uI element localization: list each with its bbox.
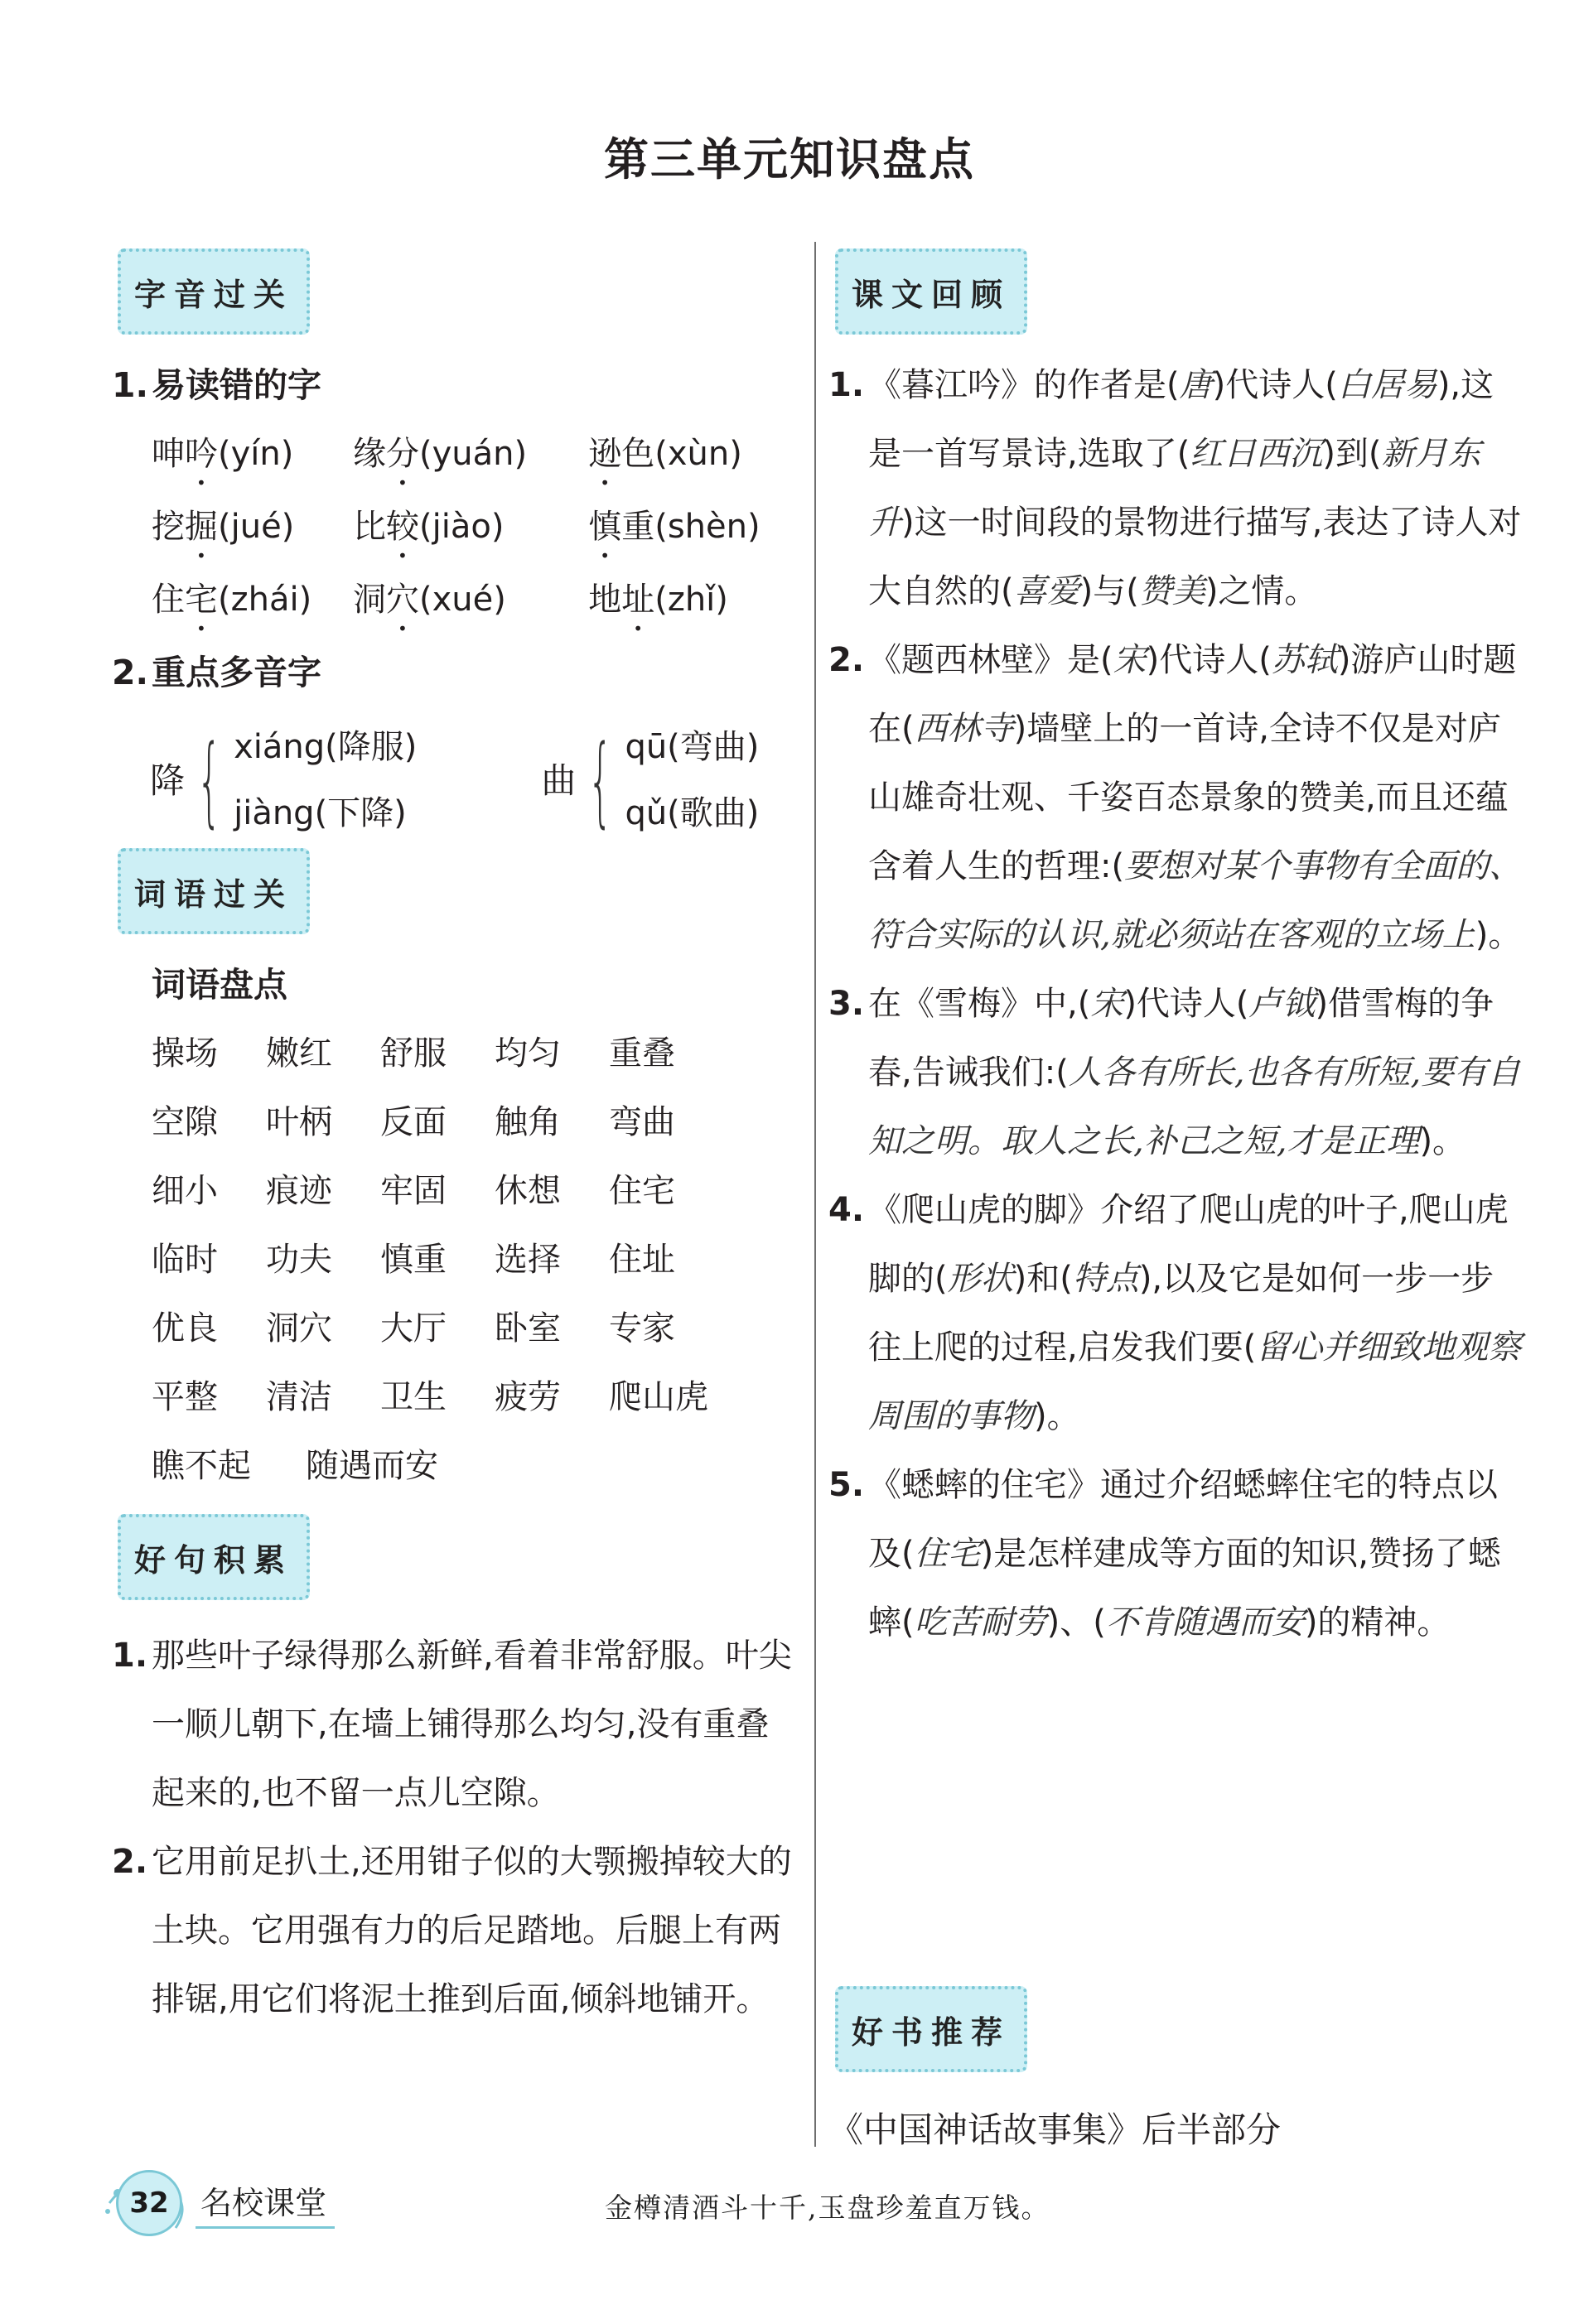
pinyin-entry [588,566,799,639]
series-name: 名校课堂 [196,2177,335,2229]
pinyin: (yuán) [419,435,528,473]
pinyin: (yín) [218,435,294,473]
handwritten-answer: 唐 [1179,366,1213,404]
pinyin-rows [112,420,799,639]
review-item [828,1451,1524,1657]
word: 反面 [380,1103,447,1141]
question-text: 在《雪梅》中,( [868,985,1091,1023]
question-text: )和( [1013,1260,1073,1298]
section-tag-vocabulary [118,848,310,934]
pinyin-entry [152,420,353,493]
word: 舒服 [380,1034,447,1073]
review-item [828,970,1524,1176]
word: 住址 [609,1241,675,1279]
item-heading: 重点多音字 [152,653,321,692]
brace-icon: { [587,723,613,837]
pinyin: (jué) [218,508,295,546]
handwritten-answer: 红日西沉 [1190,435,1323,473]
word: 瞧不起 [152,1447,251,1485]
question-text: )墙壁上的一首诗,全诗不仅是对庐山雄奇壮观、千姿百态景象的赞美,而且还蕴含着人生的哲理:( [868,710,1509,885]
item-number: 2. [112,653,149,692]
question-text: 《题西林壁》是( [868,641,1113,679]
pinyin: 重(shèn) [621,508,761,546]
pinyin-row [112,420,799,493]
question-text: ),这是一首写景诗,选取了( [868,366,1494,473]
item-number: 1. [828,366,865,404]
handwritten-answer: 新月东升 [868,435,1481,542]
word: 疲劳 [495,1378,561,1416]
section-tag-review [835,248,1027,335]
question-text: )、( [1046,1603,1106,1642]
question-text: )这一时间段的景物进行描写,表达了诗人对大自然的( [868,504,1522,610]
pinyin-row [112,493,799,566]
page-title: 第三单元知识盘点 [604,133,975,186]
polyphone-char: 降 [150,759,186,801]
question-text: 《爬山虎的脚》介绍了爬山虎的叶子,爬山虎脚的( [868,1191,1509,1298]
item-heading: 易读错的字 [152,365,321,405]
handwritten-answer: 西林寺 [914,710,1014,748]
char: 缘 [353,435,387,473]
emphasized-char: 较 [386,508,420,546]
question-text: )到( [1322,435,1382,473]
polyphone-char: 曲 [541,759,577,801]
polyphone-readings [234,714,417,846]
handwritten-answer: 住宅 [914,1535,981,1573]
handwritten-answer: 留心并细致地观察周围的事物 [868,1328,1522,1435]
vocabulary-block [112,951,799,1501]
word: 均匀 [495,1034,561,1073]
word: 卫生 [380,1378,447,1416]
word-row [152,1295,799,1363]
section-tag-label: 好句积累 [133,1540,293,1579]
pinyin-entry [588,420,799,493]
pinyin: 色(xùn) [621,435,742,473]
item-number: 5. [828,1466,865,1504]
section-tag-label: 词语过关 [133,875,293,913]
review-text [868,1176,1524,1451]
word: 清洁 [266,1378,332,1416]
word-row [152,1157,799,1226]
handwritten-answer: 吃苦耐劳 [914,1603,1047,1642]
word: 随遇而安 [306,1447,438,1485]
question-text: )之情。 [1205,572,1318,610]
review-text [868,1451,1524,1657]
pronunciation-heading-2 [112,639,799,707]
word: 操场 [152,1034,218,1073]
emphasized-char: 分 [386,435,420,473]
pinyin: (xué) [419,581,506,619]
review-item [828,626,1524,970]
question-text: )是怎样建成等方面的知识,赞扬了蟋蟀( [868,1535,1501,1642]
item-number: 1. [112,365,149,405]
item-number: 4. [828,1191,865,1229]
pinyin-entry [152,566,353,639]
word: 大厅 [380,1309,447,1348]
section-tag-sentences [118,1514,310,1600]
word-grid [112,1020,799,1501]
sentence-item [112,1622,799,1828]
char: 呻 [152,435,185,473]
question-text: )。 [1475,916,1522,954]
section-tag-books [835,1986,1027,2072]
word: 叶柄 [266,1103,332,1141]
pinyin-entry [353,420,588,493]
emphasized-char: 穴 [386,581,420,619]
word-row [152,1020,799,1088]
review-text [868,626,1524,970]
item-number: 3. [828,985,865,1023]
pinyin-entry [353,566,588,639]
emphasized-char: 宅 [185,581,218,619]
handwritten-answer: 要想对某个事物有全面的、符合实际的认识,就必须站在客观的立场上 [868,847,1523,954]
pronunciation-heading-1 [112,351,799,420]
word: 选择 [495,1241,561,1279]
handwritten-answer: 宋 [1090,985,1124,1023]
question-text: )代诗人( [1212,366,1338,404]
polyphone-readings [625,714,759,846]
section-tag-pronunciation [118,248,310,335]
word: 触角 [495,1103,561,1141]
review-block [828,351,1524,1657]
pinyin-entry [353,493,588,566]
handwritten-answer: 不肯随遇而安 [1105,1603,1305,1642]
pinyin: (zhǐ) [654,581,728,619]
word: 弯曲 [609,1103,675,1141]
book-recommendation: 《中国神话故事集》后半部分 [828,2109,1282,2150]
emphasized-char: 逊 [588,435,622,473]
question-text: )。 [1419,1122,1466,1160]
word: 痕迹 [266,1172,332,1210]
review-item [828,351,1524,626]
handwritten-answer: 人各有所长,也各有所短,要有自知之明。取人之长,补己之短,才是正理 [868,1054,1521,1160]
handwritten-answer: 苏轼 [1271,641,1338,679]
reading: xiáng(降服) [234,728,418,766]
item-number: 1. [112,1637,148,1675]
emphasized-char: 慎 [588,508,622,546]
word: 平整 [152,1378,218,1416]
sentences-block [112,1622,799,2034]
question-text: )与( [1079,572,1139,610]
handwritten-answer: 卢钺 [1248,985,1316,1023]
word: 重叠 [609,1034,675,1073]
char: 住 [152,581,185,619]
word: 临时 [152,1241,218,1279]
section-tag-label: 课文回顾 [851,275,1011,313]
section-tag-label: 字音过关 [133,275,293,313]
question-text: ),以及它是如何一步一步往上爬的过程,启发我们要( [868,1260,1494,1367]
sentence-item [112,1828,799,2034]
footer-brand [116,2170,335,2236]
word-row [152,1226,799,1295]
word: 洞穴 [266,1309,332,1348]
emphasized-char: 址 [621,581,655,619]
review-item [828,1176,1524,1451]
word: 牢固 [380,1172,447,1210]
polyphone-row [112,707,799,853]
handwritten-answer: 形状 [947,1260,1014,1298]
word: 专家 [609,1309,675,1348]
word: 休想 [495,1172,561,1210]
char: 比 [353,508,387,546]
question-text: )代诗人( [1146,641,1272,679]
question-text: )借雪梅的争春,告诫我们:( [868,985,1494,1092]
word: 嫩红 [266,1034,332,1073]
vocabulary-subheading: 词语盘点 [152,965,287,1005]
pinyin: (zhái) [218,581,312,619]
pinyin-entry [152,493,353,566]
item-number: 2. [828,641,865,679]
word-row [152,1432,799,1501]
word: 细小 [152,1172,218,1210]
handwritten-answer: 赞美 [1138,572,1205,610]
reading: qǔ(歌曲) [625,794,760,832]
word-row [152,1363,799,1432]
reading: qū(弯曲) [625,728,760,766]
pronunciation-block [112,351,799,853]
handwritten-answer: 宋 [1113,641,1147,679]
pinyin: (jiào) [419,508,505,546]
sentence-text: 它用前足扒土,还用钳子似的大颚搬掉较大的土块。它用强有力的后足踏地。后腿上有两排锯,用它们将泥土推到后面,倾斜地铺开。 [152,1843,792,2018]
reading: jiàng(下降) [234,794,407,832]
handwritten-answer: 特点 [1072,1260,1139,1298]
question-text: )。 [1034,1397,1080,1435]
pinyin-entry [588,493,799,566]
word: 爬山虎 [609,1378,708,1416]
section-tag-label: 好书推荐 [851,2013,1011,2051]
word: 慎重 [380,1241,447,1279]
sentence-text: 那些叶子绿得那么新鲜,看着非常舒服。叶尖一顺儿朝下,在墙上铺得那么均匀,没有重叠起来的,也不留一点儿空隙。 [152,1637,792,1812]
pinyin-row [112,566,799,639]
page-number: 32 [116,2170,182,2236]
word: 空隙 [152,1103,218,1141]
word: 卧室 [495,1309,561,1348]
handwritten-answer: 白居易 [1337,366,1437,404]
word: 功夫 [266,1241,332,1279]
word-row [152,1088,799,1157]
word: 优良 [152,1309,218,1348]
question-text: )游庐山时题在( [868,641,1517,748]
char: 洞 [353,581,387,619]
review-text [868,351,1524,626]
review-text [868,970,1524,1176]
question-text: )代诗人( [1123,985,1249,1023]
emphasized-char: 掘 [185,508,218,546]
brace-icon: { [196,723,222,837]
column-divider [814,242,816,2147]
char: 地 [588,581,622,619]
emphasized-char: 吟 [185,435,218,473]
char: 挖 [152,508,185,546]
question-text: 《蟋蟀的住宅》通过介绍蟋蟀住宅的特点以及( [868,1466,1498,1573]
item-number: 2. [112,1843,148,1881]
footer-quote: 金樽清酒斗十千,玉盘珍羞直万钱。 [605,2191,1050,2224]
question-text: 《暮江吟》的作者是( [868,366,1180,404]
question-text: )的精神。 [1304,1603,1451,1642]
handwritten-answer: 喜爱 [1013,572,1080,610]
word: 住宅 [609,1172,675,1210]
